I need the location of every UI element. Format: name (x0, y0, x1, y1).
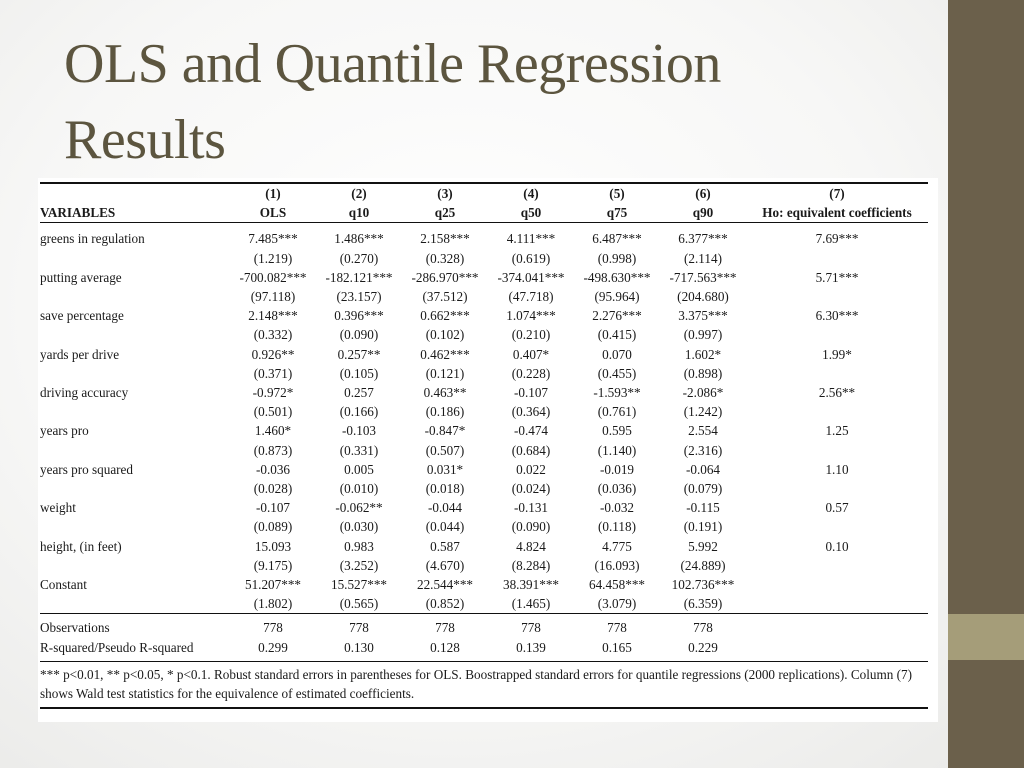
coef-row (40, 460, 928, 479)
standard-error-cell: (3.252) (339, 557, 379, 573)
wald-statistic-cell: 1.25 (825, 423, 849, 439)
coefficient-cell: -0.115 (686, 500, 720, 516)
stat-value: 0.139 (516, 639, 546, 655)
coef-row (40, 537, 928, 556)
stat-value: 778 (488, 614, 574, 638)
regression-body (40, 223, 928, 614)
standard-error-cell: (0.997) (683, 327, 723, 343)
variable-label: years pro (40, 423, 89, 439)
standard-error-cell: (1.465) (511, 596, 551, 612)
coefficient-cell: 2.148*** (248, 308, 298, 324)
coefficient-cell: 0.595 (602, 423, 632, 439)
standard-error-cell: (0.898) (683, 365, 723, 381)
stat-value: 0.165 (602, 639, 632, 655)
coefficient-cell: 2.158*** (420, 231, 470, 247)
coefficient-cell: 102.736*** (671, 577, 735, 593)
variable-label: putting average (40, 269, 122, 285)
coefficient-cell: 4.111*** (506, 231, 556, 247)
coefficient-cell: -717.563*** (669, 269, 737, 285)
standard-error-cell: (0.036) (597, 481, 637, 497)
coefficient-cell: 0.587 (430, 538, 460, 554)
standard-error-cell: (0.364) (511, 404, 551, 420)
col-name: q75 (574, 203, 660, 223)
table-note: *** p<0.01, ** p<0.05, * p<0.1. Robust standard errors in parentheses for OLS. Boostrapped standard errors for quantile regressions (2000 replications). Column (7) shows Wald test statistics for the equivalence of estimated coefficients. (40, 661, 928, 708)
standard-error-cell: (0.331) (339, 442, 379, 458)
standard-error-cell: (37.512) (422, 289, 468, 305)
standard-error-cell: (0.089) (253, 519, 293, 535)
stat-value: 778 (402, 614, 488, 638)
coefficient-cell: 2.554 (688, 423, 718, 439)
coefficient-cell: -0.036 (255, 461, 291, 477)
coefficient-cell: 0.396*** (334, 308, 384, 324)
se-label-blank (40, 249, 230, 268)
coefficient-cell: 3.375*** (678, 308, 728, 324)
coef-row (40, 498, 928, 517)
slide-title (64, 26, 924, 178)
standard-error-cell: (23.157) (336, 289, 382, 305)
coefficient-cell: 22.544*** (416, 577, 474, 593)
coefficient-cell: 7.485*** (248, 231, 298, 247)
se-label-blank (40, 594, 230, 614)
se-row (40, 594, 928, 614)
standard-error-cell: (0.332) (253, 327, 293, 343)
standard-error-cell: (0.455) (597, 365, 637, 381)
coefficient-cell: -0.062** (335, 500, 383, 516)
title-line-1: OLS and Quantile Regression (64, 33, 721, 95)
standard-error-cell: (0.166) (339, 404, 379, 420)
se-row (40, 287, 928, 306)
se-label-blank (40, 402, 230, 421)
standard-error-cell: (4.670) (425, 557, 465, 573)
stat-value: 0.299 (258, 639, 288, 655)
coef-row (40, 268, 928, 287)
col-name: q10 (316, 203, 402, 223)
coef-row (40, 306, 928, 325)
standard-error-cell: (0.028) (253, 481, 293, 497)
coefficient-cell: -0.019 (599, 461, 635, 477)
coefficient-cell: -0.131 (513, 500, 549, 516)
standard-error-cell: (9.175) (253, 557, 293, 573)
se-wald-blank (746, 594, 928, 614)
coefficient-cell: 0.070 (602, 346, 632, 362)
coefficient-cell: 0.005 (344, 461, 374, 477)
standard-error-cell: (3.079) (597, 596, 637, 612)
standard-error-cell: (204.680) (677, 289, 729, 305)
stat-label: R-squared/Pseudo R-squared (40, 639, 194, 655)
standard-error-cell: (16.093) (594, 557, 640, 573)
standard-error-cell: (0.684) (511, 442, 551, 458)
standard-error-cell: (0.030) (339, 519, 379, 535)
variable-label: driving accuracy (40, 385, 129, 401)
coefficient-cell: 64.458*** (588, 577, 646, 593)
col-number: (1) (230, 183, 316, 203)
variable-label: weight (40, 500, 76, 516)
wald-statistic-cell: 7.69*** (815, 231, 859, 247)
standard-error-cell: (24.889) (680, 557, 726, 573)
se-wald-blank (746, 249, 928, 268)
regression-table-image (38, 178, 938, 722)
se-wald-blank (746, 325, 928, 344)
standard-error-cell: (0.044) (425, 519, 465, 535)
standard-error-cell: (97.118) (250, 289, 296, 305)
coefficient-cell: 15.093 (254, 538, 292, 554)
coefficient-cell: 4.824 (516, 538, 546, 554)
stat-value: 778 (660, 614, 746, 638)
wald-statistic-cell: 2.56** (818, 385, 856, 401)
coefficient-cell: -2.086* (682, 385, 724, 401)
se-wald-blank (746, 556, 928, 575)
column-number-row (40, 183, 928, 203)
coefficient-cell: 0.257 (344, 385, 374, 401)
se-label-blank (40, 517, 230, 536)
wald-statistic-cell: 6.30*** (815, 308, 859, 324)
standard-error-cell: (0.415) (597, 327, 637, 343)
standard-error-cell: (0.761) (597, 404, 637, 420)
se-wald-blank (746, 517, 928, 536)
title-line-2: Results (64, 109, 226, 171)
side-accent (948, 614, 1024, 660)
standard-error-cell: (6.359) (683, 596, 723, 612)
col-number: (6) (660, 183, 746, 203)
standard-error-cell: (0.090) (339, 327, 379, 343)
coefficient-cell: 0.926** (251, 346, 295, 362)
standard-error-cell: (0.010) (339, 481, 379, 497)
standard-error-cell: (0.501) (253, 404, 293, 420)
standard-error-cell: (0.118) (598, 519, 636, 535)
coefficient-cell: 0.407* (512, 346, 550, 362)
header-blank (40, 183, 230, 203)
coefficient-cell: -0.474 (513, 423, 549, 439)
wald-statistic-cell: 1.10 (825, 461, 849, 477)
coefficient-cell: -0.103 (341, 423, 377, 439)
standard-error-cell: (0.371) (253, 365, 293, 381)
standard-error-cell: (0.121) (425, 365, 465, 381)
standard-error-cell: (0.186) (425, 404, 465, 420)
coefficient-cell: 6.377*** (678, 231, 728, 247)
se-row (40, 249, 928, 268)
wald-statistic-cell: 0.57 (825, 500, 849, 516)
se-row (40, 556, 928, 575)
coef-row (40, 575, 928, 594)
se-label-blank (40, 479, 230, 498)
se-row (40, 479, 928, 498)
coefficient-cell: 15.527*** (330, 577, 388, 593)
standard-error-cell: (47.718) (508, 289, 554, 305)
coefficient-cell: -0.032 (599, 500, 635, 516)
stat-value: 778 (574, 614, 660, 638)
col-number: (3) (402, 183, 488, 203)
standard-error-cell: (0.105) (339, 365, 379, 381)
wald-statistic-cell: 5.71*** (815, 269, 859, 285)
se-wald-blank (746, 479, 928, 498)
coefficient-cell: 5.992 (688, 538, 718, 554)
standard-error-cell: (0.228) (511, 365, 551, 381)
coef-row (40, 345, 928, 364)
standard-error-cell: (0.873) (253, 442, 293, 458)
coefficient-cell: 1.486*** (334, 231, 384, 247)
standard-error-cell: (0.102) (425, 327, 465, 343)
standard-error-cell: (2.316) (683, 442, 723, 458)
col-name: Ho: equivalent coefficients (746, 203, 928, 223)
se-wald-blank (746, 402, 928, 421)
col-number: (7) (746, 183, 928, 203)
standard-error-cell: (0.191) (683, 519, 723, 535)
standard-error-cell: (1.242) (683, 404, 723, 420)
coefficient-cell: 51.207*** (244, 577, 302, 593)
coef-row (40, 421, 928, 440)
variable-label: greens in regulation (40, 231, 145, 247)
coefficient-cell: 0.022 (516, 461, 546, 477)
standard-error-cell: (0.852) (425, 596, 465, 612)
wald-statistic-cell: 1.99* (822, 346, 852, 362)
coefficient-cell: -0.064 (685, 461, 721, 477)
stat-label: Observations (40, 614, 230, 638)
coefficient-cell: -498.630*** (583, 269, 651, 285)
standard-error-cell: (0.328) (425, 250, 465, 266)
col-number: (2) (316, 183, 402, 203)
standard-error-cell: (0.270) (339, 250, 379, 266)
col-name: q25 (402, 203, 488, 223)
variable-label: Constant (40, 577, 87, 593)
coefficient-cell: 0.983 (344, 538, 374, 554)
wald-statistic-cell (746, 575, 928, 594)
col-number: (4) (488, 183, 574, 203)
standard-error-cell: (1.219) (253, 250, 293, 266)
coefficient-cell: 1.602* (684, 346, 722, 362)
standard-error-cell: (0.998) (597, 250, 637, 266)
se-wald-blank (746, 287, 928, 306)
standard-error-cell: (1.802) (253, 596, 293, 612)
standard-error-cell: (0.079) (683, 481, 723, 497)
se-wald-blank (746, 364, 928, 383)
se-row (40, 402, 928, 421)
standard-error-cell: (0.018) (425, 481, 465, 497)
se-row (40, 325, 928, 344)
se-row (40, 441, 928, 460)
coefficient-cell: 1.460* (254, 423, 292, 439)
variable-label: save percentage (40, 308, 124, 324)
coef-row (40, 223, 928, 249)
coefficient-cell: 38.391*** (502, 577, 560, 593)
standard-error-cell: (0.507) (425, 442, 465, 458)
coefficient-cell: 0.462*** (420, 346, 470, 362)
standard-error-cell: (95.964) (594, 289, 640, 305)
variables-header: VARIABLES (40, 203, 230, 223)
coefficient-cell: -0.107 (513, 385, 549, 401)
coefficient-cell: 0.031* (426, 461, 464, 477)
regression-table (40, 182, 928, 709)
standard-error-cell: (0.210) (511, 327, 551, 343)
stats-body (40, 614, 928, 708)
col-name: OLS (230, 203, 316, 223)
se-label-blank (40, 325, 230, 344)
se-label-blank (40, 287, 230, 306)
standard-error-cell: (1.140) (597, 442, 637, 458)
se-wald-blank (746, 441, 928, 460)
standard-error-cell: (2.114) (684, 250, 722, 266)
se-label-blank (40, 364, 230, 383)
stat-empty (746, 614, 928, 638)
coefficient-cell: -0.972* (252, 385, 294, 401)
coefficient-cell: -0.044 (427, 500, 463, 516)
coefficient-cell: -286.970*** (411, 269, 479, 285)
stat-value: 0.130 (344, 639, 374, 655)
se-label-blank (40, 441, 230, 460)
standard-error-cell: (8.284) (511, 557, 551, 573)
coefficient-cell: -0.107 (255, 500, 291, 516)
col-name: q50 (488, 203, 574, 223)
stat-value: 0.229 (688, 639, 718, 655)
coef-row (40, 383, 928, 402)
coefficient-cell: 0.662*** (420, 308, 470, 324)
stat-value: 778 (316, 614, 402, 638)
stat-value: 778 (230, 614, 316, 638)
variable-label: yards per drive (40, 346, 120, 362)
variable-label: years pro squared (40, 461, 134, 477)
stat-row-rsquared (40, 638, 928, 662)
stat-row-observations (40, 614, 928, 638)
column-name-row (40, 203, 928, 223)
coefficient-cell: -182.121*** (325, 269, 393, 285)
coefficient-cell: 6.487*** (592, 231, 642, 247)
se-row (40, 517, 928, 536)
note-row (40, 661, 928, 708)
coefficient-cell: -700.082*** (239, 269, 307, 285)
standard-error-cell: (0.090) (511, 519, 551, 535)
coefficient-cell: 0.257** (337, 346, 381, 362)
coefficient-cell: 4.775 (602, 538, 632, 554)
coefficient-cell: 1.074*** (506, 308, 556, 324)
se-row (40, 364, 928, 383)
coefficient-cell: -0.847* (424, 423, 466, 439)
standard-error-cell: (0.619) (511, 250, 551, 266)
col-name: q90 (660, 203, 746, 223)
coefficient-cell: -374.041*** (497, 269, 565, 285)
coefficient-cell: 2.276*** (592, 308, 642, 324)
standard-error-cell: (0.565) (339, 596, 379, 612)
variable-label: height, (in feet) (40, 538, 122, 554)
coefficient-cell: 0.463** (423, 385, 467, 401)
wald-statistic-cell: 0.10 (825, 538, 849, 554)
coefficient-cell: -1.593** (593, 385, 641, 401)
se-label-blank (40, 556, 230, 575)
standard-error-cell: (0.024) (511, 481, 551, 497)
stat-value: 0.128 (430, 639, 460, 655)
col-number: (5) (574, 183, 660, 203)
stat-empty (746, 638, 928, 662)
